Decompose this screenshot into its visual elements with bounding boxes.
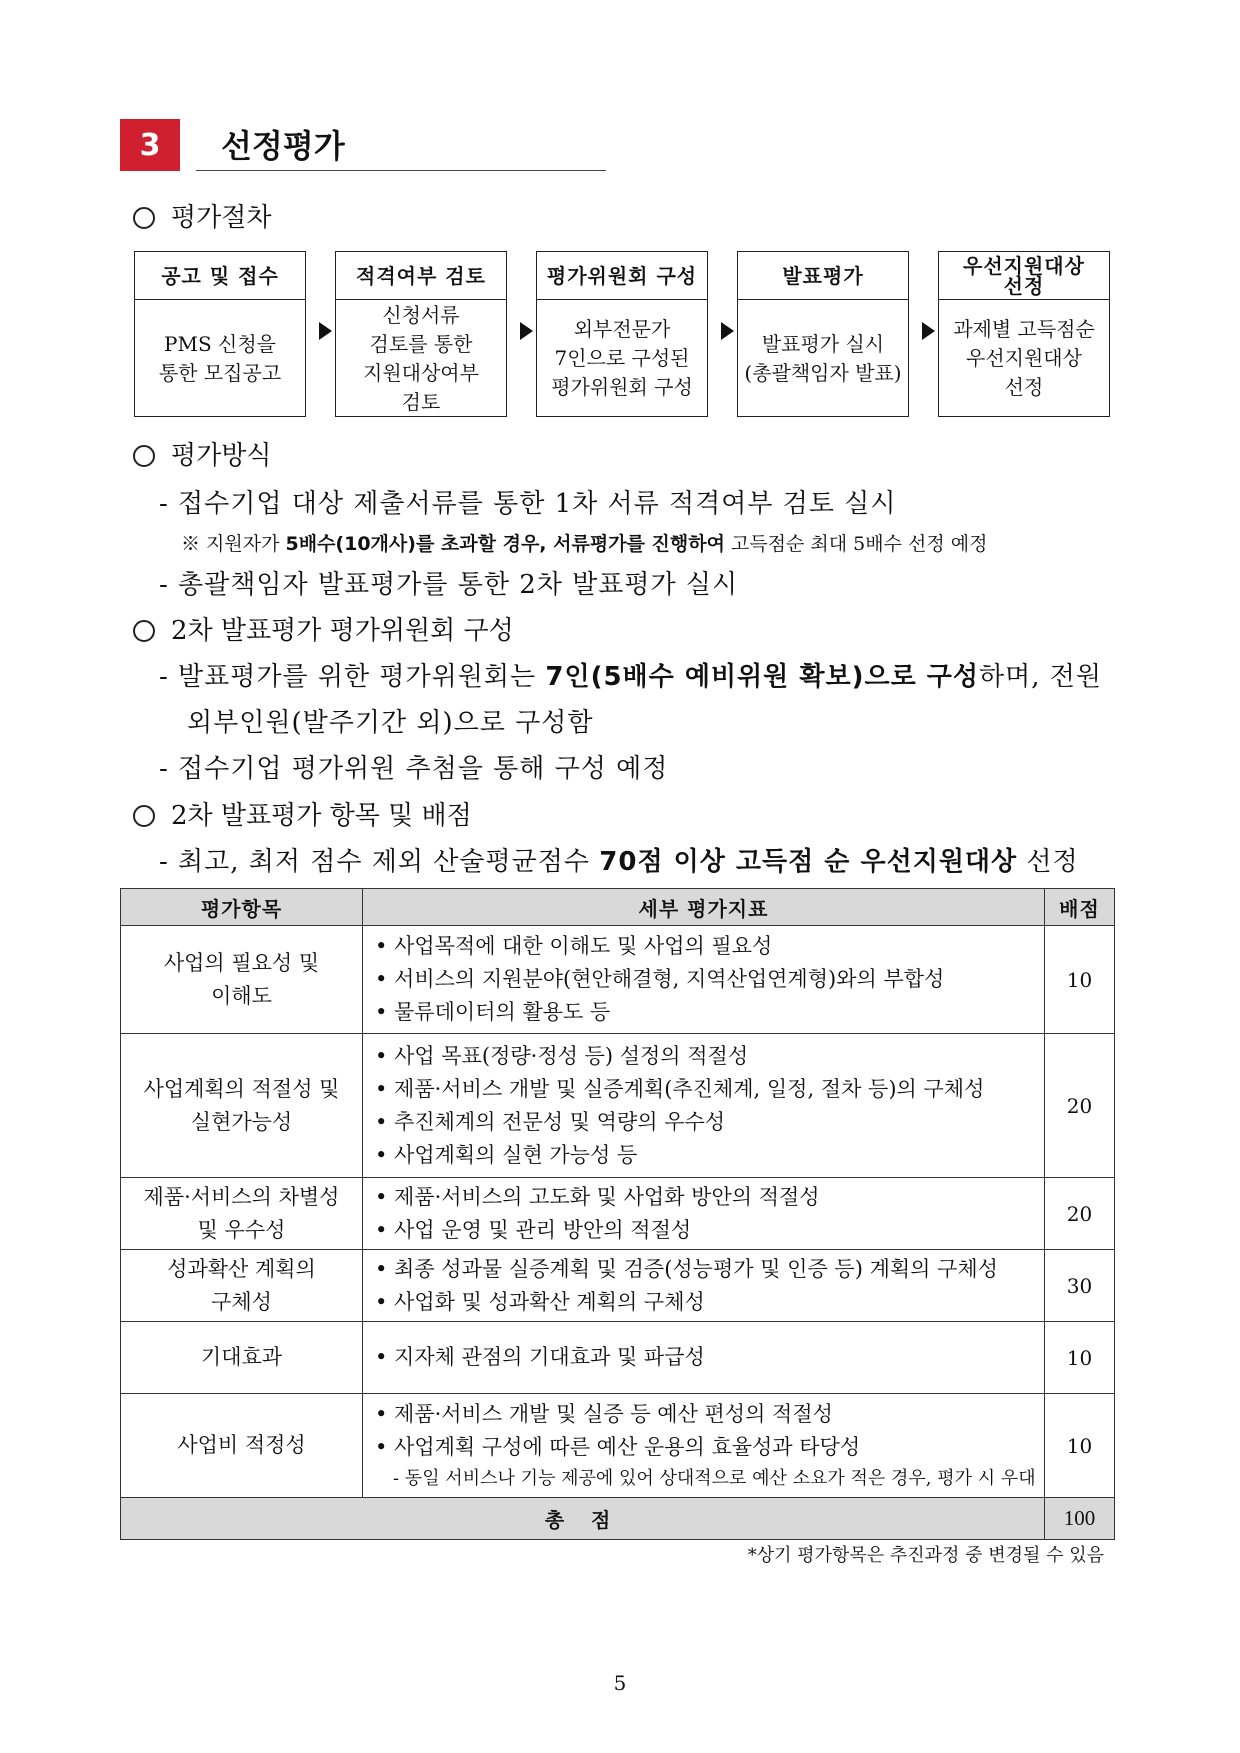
committee-line-2: - 접수기업 평가위원 추첨을 통해 구성 예정 — [159, 754, 669, 784]
process-step-body: 외부전문가 7인으로 구성된 평가위원회 구성 — [551, 317, 693, 399]
row-item: 성과확산 계획의 구체성 — [121, 1250, 363, 1322]
row-sub-note: - 동일 서비스나 기능 제공에 있어 상대적으로 예산 소요가 적은 경우, 평가 시 우대 — [393, 1467, 1036, 1489]
table-total-row — [121, 1498, 1115, 1540]
section-number: 3 — [120, 119, 180, 171]
scoring-heading — [133, 795, 472, 832]
method-line-2: - 총괄책임자 발표평가를 통한 2차 발표평가 실시 — [159, 570, 739, 600]
row-details: • 최종 성과물 실증계획 및 검증(성능평가 및 인증 등) 계획의 구체성 • 사업화 및 성과확산 계획의 구체성 — [363, 1250, 1045, 1322]
process-step-body: 신청서류 검토를 통한 지원대상여부 검토 — [363, 302, 479, 414]
process-step-title: 공고 및 접수 — [135, 252, 305, 300]
arrow-right-icon — [520, 322, 533, 340]
section-title-underline — [196, 170, 606, 171]
method-heading-text: 평가방식 — [171, 441, 272, 471]
row-item: 기대효과 — [121, 1322, 363, 1394]
arrow-right-icon — [721, 322, 734, 340]
arrow-right-icon — [922, 322, 935, 340]
committee-heading — [133, 610, 514, 647]
total-score: 100 — [1045, 1498, 1115, 1540]
table-row — [121, 1178, 1115, 1250]
row-item: 사업의 필요성 및 이해도 — [121, 926, 363, 1034]
method-heading — [133, 435, 271, 472]
evaluation-table — [120, 888, 1115, 1540]
row-score: 10 — [1045, 926, 1115, 1034]
circle-bullet-icon — [133, 620, 155, 642]
row-details: • 제품·서비스의 고도화 및 사업화 방안의 적절성 • 사업 운영 및 관리 방안의 적절성 — [363, 1178, 1045, 1250]
row-details: • 사업 목표(정량·정성 등) 설정의 적절성 • 제품·서비스 개발 및 실증계획(추진체계, 일정, 절차 등)의 구체성 • 추진체계의 전문성 및 역량의 우수성 • 사업계획의 실현 가능성 등 — [363, 1034, 1045, 1178]
process-step-4 — [737, 251, 909, 417]
process-step-body: 과제별 고득점순 우선지원대상 선정 — [953, 317, 1095, 399]
committee-heading-text: 2차 발표평가 평가위원회 구성 — [171, 616, 514, 646]
row-details: • 제품·서비스 개발 및 실증 등 예산 편성의 적절성 • 사업계획 구성에 따른 예산 운용의 효율성과 타당성 - 동일 서비스나 기능 제공에 있어 상대적으로 예산 소요가 적은 경우, 평가 시 우대 — [363, 1394, 1045, 1498]
table-row — [121, 1034, 1115, 1178]
row-score: 30 — [1045, 1250, 1115, 1322]
committee-line-1: - 발표평가를 위한 평가위원회는 7인(5배수 예비위원 확보)으로 구성하며, 전원 — [159, 662, 1102, 692]
table-row — [121, 1322, 1115, 1394]
process-step-title: 적격여부 검토 — [336, 252, 506, 300]
page-number: 5 — [613, 1671, 627, 1695]
procedure-heading-text: 평가절차 — [171, 203, 272, 233]
row-details: • 사업목적에 대한 이해도 및 사업의 필요성 • 서비스의 지원분야(현안해결형, 지역산업연계형)와의 부합성 • 물류데이터의 활용도 등 — [363, 926, 1045, 1034]
row-item: 사업비 적정성 — [121, 1394, 363, 1498]
procedure-heading — [133, 197, 271, 234]
process-step-title: 우선지원대상 선정 — [939, 252, 1109, 300]
process-step-title: 발표평가 — [738, 252, 908, 300]
arrow-right-icon — [319, 322, 332, 340]
row-score: 20 — [1045, 1034, 1115, 1178]
row-score: 20 — [1045, 1178, 1115, 1250]
header-score: 배점 — [1045, 889, 1115, 926]
scoring-heading-text: 2차 발표평가 항목 및 배점 — [171, 801, 472, 831]
header-evaluation-item: 평가항목 — [121, 889, 363, 926]
process-step-3 — [536, 251, 708, 417]
total-label: 총 점 — [121, 1498, 1045, 1540]
scoring-line: - 최고, 최저 점수 제외 산술평균점수 70점 이상 고득점 순 우선지원대상 선정 — [159, 847, 1079, 877]
circle-bullet-icon — [133, 805, 155, 827]
method-line-1: - 접수기업 대상 제출서류를 통한 1차 서류 적격여부 검토 실시 — [159, 489, 897, 519]
process-step-body: 발표평가 실시 (총괄책임자 발표) — [744, 331, 902, 385]
table-row — [121, 926, 1115, 1034]
row-item: 사업계획의 적절성 및 실현가능성 — [121, 1034, 363, 1178]
table-row — [121, 1394, 1115, 1498]
row-score: 10 — [1045, 1394, 1115, 1498]
process-step-5 — [938, 251, 1110, 417]
table-header-row — [121, 889, 1115, 926]
process-step-1 — [134, 251, 306, 417]
circle-bullet-icon — [133, 207, 155, 229]
row-details: • 지자체 관점의 기대효과 및 파급성 — [363, 1322, 1045, 1394]
row-score: 10 — [1045, 1322, 1115, 1394]
circle-bullet-icon — [133, 445, 155, 467]
process-step-body: PMS 신청을 통한 모집공고 — [158, 331, 282, 385]
header-detail-indicator: 세부 평가지표 — [363, 889, 1045, 926]
process-step-title: 평가위원회 구성 — [537, 252, 707, 300]
method-note: ※ 지원자가 5배수(10개사)를 초과할 경우, 서류평가를 진행하여 고득점순 최대 5배수 선정 예정 — [181, 533, 988, 555]
process-step-2 — [335, 251, 507, 417]
table-footnote: *상기 평가항목은 추진과정 중 변경될 수 있음 — [747, 1545, 1104, 1566]
table-row — [121, 1250, 1115, 1322]
row-item: 제품·서비스의 차별성 및 우수성 — [121, 1178, 363, 1250]
section-title: 선정평가 — [221, 127, 345, 165]
committee-line-1-cont: 외부인원(발주기간 외)으로 구성함 — [187, 708, 594, 738]
